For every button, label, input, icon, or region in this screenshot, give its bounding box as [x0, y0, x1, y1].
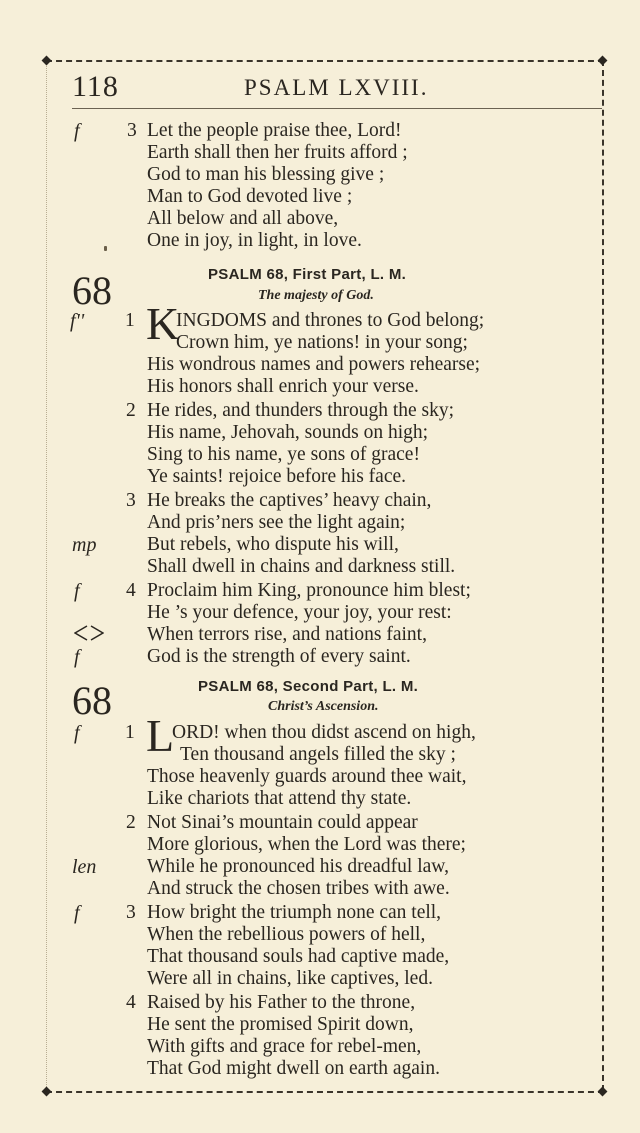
header-rule — [72, 108, 602, 109]
verse-number: 1 — [125, 310, 135, 331]
page-number: 118 — [72, 70, 119, 103]
verse-line: He ’s your defence, your joy, your rest: — [147, 602, 452, 623]
corner-ornament — [598, 1087, 608, 1097]
frame-left-border — [46, 60, 47, 1091]
dynamic-mark: len — [72, 856, 97, 878]
verse-line: That God might dwell on earth again. — [147, 1058, 440, 1079]
verse-line: Those heavenly guards around thee wait, — [147, 766, 467, 787]
psalm-title: PSALM 68, First Part, L. M. — [208, 266, 407, 283]
verse-line: INGDOMS and thrones to God belong; — [176, 310, 485, 331]
psalm-number: 68 — [72, 268, 112, 313]
dynamic-mark: f — [74, 580, 80, 602]
verse-line: When the rebellious powers of hell, — [147, 924, 426, 945]
verse-line: More glorious, when the Lord was there; — [147, 834, 466, 855]
verse-line: He breaks the captives’ heavy chain, — [147, 490, 432, 511]
verse-line: Earth shall then her fruits afford ; — [147, 142, 408, 163]
verse-line: That thousand souls had captive made, — [147, 946, 450, 967]
corner-ornament — [42, 56, 52, 66]
drop-cap: L — [146, 710, 175, 761]
verse-line: Ten thousand angels filled the sky ; — [180, 744, 456, 765]
ink-speck — [104, 246, 107, 251]
verse-number: 1 — [125, 722, 135, 743]
verse-line: Crown him, ye nations! in your song; — [176, 332, 468, 353]
verse-line: God is the strength of every saint. — [147, 646, 411, 667]
crescendo-decrescendo-icon — [74, 625, 104, 641]
verse-line: Shall dwell in chains and darkness still. — [147, 556, 456, 577]
dynamic-mark: f — [74, 902, 80, 924]
verse-number: 2 — [126, 400, 136, 421]
psalm-subtitle: The majesty of God. — [258, 288, 374, 303]
verse-line: His name, Jehovah, sounds on high; — [147, 422, 429, 443]
verse-line: Proclaim him King, pronounce him blest; — [147, 580, 471, 601]
verse-line: His wondrous names and powers rehearse; — [147, 354, 481, 375]
verse-number: 3 — [126, 490, 136, 511]
verse-line: How bright the triumph none can tell, — [147, 902, 442, 923]
verse-line: Not Sinai’s mountain could appear — [147, 812, 418, 833]
psalm-number: 68 — [72, 678, 112, 723]
psalm-subtitle: Christ’s Ascension. — [268, 699, 379, 714]
verse-line: When terrors rise, and nations faint, — [147, 624, 427, 645]
verse-line: While he pronounced his dreadful law, — [147, 856, 449, 877]
verse-line: And struck the chosen tribes with awe. — [147, 878, 450, 899]
dynamic-mark: f — [74, 120, 80, 142]
verse-line: Were all in chains, like captives, led. — [147, 968, 433, 989]
verse-line: All below and all above, — [147, 208, 339, 229]
drop-cap: K — [146, 298, 180, 349]
verse-number: 4 — [126, 992, 136, 1013]
verse-line: Man to God devoted live ; — [147, 186, 353, 207]
verse-line: And pris’ners see the light again; — [147, 512, 406, 533]
verse-line: Let the people praise thee, Lord! — [147, 120, 402, 141]
verse-number: 3 — [127, 120, 137, 141]
verse-line: With gifts and grace for rebel-men, — [147, 1036, 422, 1057]
verse-line: Like chariots that attend thy state. — [147, 788, 412, 809]
verse-number: 3 — [126, 902, 136, 923]
corner-ornament — [598, 56, 608, 66]
frame-right-border — [602, 60, 604, 1091]
verse-line: Raised by his Father to the throne, — [147, 992, 416, 1013]
verse-line: Ye saints! rejoice before his face. — [147, 466, 407, 487]
verse-number: 2 — [126, 812, 136, 833]
verse-number: 4 — [126, 580, 136, 601]
dynamic-mark: mp — [72, 534, 97, 556]
dynamic-mark: f — [74, 722, 80, 744]
dynamic-mark: f'' — [70, 310, 85, 332]
corner-ornament — [42, 1087, 52, 1097]
verse-line: God to man his blessing give ; — [147, 164, 385, 185]
verse-line: His honors shall enrich your verse. — [147, 376, 419, 397]
verse-line: He rides, and thunders through the sky; — [147, 400, 455, 421]
verse-line: But rebels, who dispute his will, — [147, 534, 399, 555]
frame-top-border — [46, 60, 604, 62]
frame-bottom-border — [46, 1091, 604, 1093]
dynamic-mark: f — [74, 646, 80, 668]
psalm-title: PSALM 68, Second Part, L. M. — [198, 678, 419, 695]
verse-line: One in joy, in light, in love. — [147, 230, 362, 251]
verse-line: He sent the promised Spirit down, — [147, 1014, 414, 1035]
running-head: PSALM LXVIII. — [244, 75, 429, 100]
verse-line: ORD! when thou didst ascend on high, — [172, 722, 476, 743]
verse-line: Sing to his name, ye sons of grace! — [147, 444, 420, 465]
